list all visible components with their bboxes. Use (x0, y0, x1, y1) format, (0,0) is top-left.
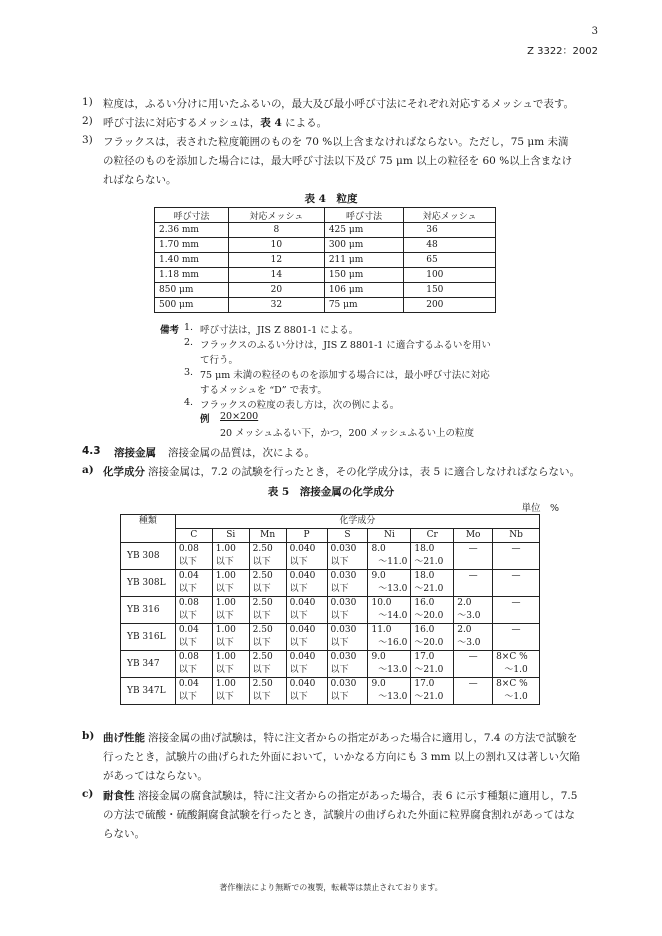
value-cell: ～1.0 (493, 691, 540, 705)
value-cell: ～11.0 (368, 556, 411, 570)
value-cell (493, 556, 540, 570)
copyright-footer: 著作権法により無断での複製，転載等は禁止されております。 (219, 883, 443, 892)
value-cell: — (454, 651, 493, 665)
table-cell: 106 μm (324, 283, 403, 298)
value-cell: 1.00 (212, 543, 249, 557)
item-b-line2: 行ったとき，試験片の曲げられた外面において，いかなる方向にも 3 mm 以上の割れ又は著しい欠陥 (103, 751, 580, 763)
element-header: P (286, 529, 327, 543)
remark-3-line1: 75 μm 未満の粒径のものを添加する場合には，最小呼び寸法に対応 (200, 370, 490, 381)
value-cell: 以下 (249, 556, 286, 570)
value-cell: 0.040 (286, 597, 327, 611)
table-row (155, 268, 496, 283)
value-cell: ～20.0 (411, 637, 454, 651)
element-header: Cr (411, 529, 454, 543)
value-cell: 以下 (286, 583, 327, 597)
table5-header-row (121, 515, 540, 529)
value-cell: — (454, 543, 493, 557)
grade-cell: YB 308 (121, 543, 176, 570)
page-number: 3 (591, 26, 598, 37)
value-cell: 17.0 (411, 678, 454, 692)
value-cell: 以下 (249, 691, 286, 705)
value-cell: 以下 (286, 556, 327, 570)
remark-3-line2: するメッシュを “D” で表す。 (200, 385, 327, 396)
value-cell: — (454, 678, 493, 692)
table-row (155, 253, 496, 268)
table-row (121, 597, 540, 611)
value-cell (454, 556, 493, 570)
value-cell: 2.50 (249, 597, 286, 611)
table-row (121, 664, 540, 678)
value-cell: 1.00 (212, 570, 249, 584)
table5-composition-header: 化学成分 (175, 515, 539, 529)
table4-title: 表 4 粒度 (304, 193, 358, 205)
value-cell: 以下 (286, 610, 327, 624)
example-label: 例 (200, 414, 210, 425)
item-c-line1: 溶接金属の腐食試験は，特に注文者からの指定があった場合，表 6 に示す種類に適用し，7.5 (138, 790, 578, 802)
example-value: 20×200 (220, 411, 259, 422)
value-cell: 以下 (175, 610, 212, 624)
remark-1-num: 1. (184, 322, 194, 333)
value-cell: 以下 (175, 583, 212, 597)
value-cell: 2.50 (249, 651, 286, 665)
table5-element-row (121, 529, 540, 543)
grade-cell: YB 347 (121, 651, 176, 678)
value-cell: 9.0 (368, 570, 411, 584)
value-cell: 17.0 (411, 651, 454, 665)
example-description: 20 メッシュふるい下，かつ，200 メッシュふるい上の粒度 (220, 428, 475, 439)
value-cell: 1.00 (212, 678, 249, 692)
table-row (155, 238, 496, 253)
table4-header: 呼び寸法 (324, 208, 403, 223)
table4-header: 呼び寸法 (155, 208, 229, 223)
value-cell: 以下 (249, 610, 286, 624)
table-cell: 12 (228, 253, 324, 268)
value-cell: 1.00 (212, 597, 249, 611)
grade-cell: YB 308L (121, 570, 176, 597)
value-cell: 0.030 (327, 651, 368, 665)
item-a-title: 化学成分 (103, 466, 145, 478)
table-row (155, 223, 496, 238)
table5 (120, 514, 540, 705)
value-cell: 0.030 (327, 678, 368, 692)
remark-4-line1: フラックスの粒度の表し方は，次の例による。 (200, 400, 400, 411)
table-cell: 75 μm (324, 298, 403, 313)
table-row (121, 651, 540, 665)
value-cell: — (493, 570, 540, 584)
value-cell: 以下 (212, 556, 249, 570)
item-b-title: 曲げ性能 (103, 732, 145, 744)
value-cell: 0.04 (175, 570, 212, 584)
grade-cell: YB 316L (121, 624, 176, 651)
value-cell: 1.00 (212, 651, 249, 665)
table4-ref: 表 4 (260, 117, 282, 129)
value-cell: ～3.0 (454, 637, 493, 651)
value-cell: 以下 (327, 556, 368, 570)
table-row (155, 283, 496, 298)
value-cell (454, 583, 493, 597)
item-c-line3: らない。 (103, 828, 145, 840)
value-cell: 以下 (175, 556, 212, 570)
item-c-title: 耐食性 (103, 790, 135, 802)
table-cell: 211 μm (324, 253, 403, 268)
value-cell: 10.0 (368, 597, 411, 611)
value-cell: 以下 (175, 691, 212, 705)
remarks-label (160, 322, 179, 336)
section-title: 溶接金属 (114, 447, 156, 459)
value-cell: 18.0 (411, 543, 454, 557)
value-cell: ～3.0 (454, 610, 493, 624)
value-cell: 以下 (327, 610, 368, 624)
value-cell: 16.0 (411, 597, 454, 611)
value-cell: — (493, 543, 540, 557)
note-2-text (103, 115, 327, 130)
table-row (121, 583, 540, 597)
value-cell: 0.08 (175, 543, 212, 557)
value-cell: 0.040 (286, 678, 327, 692)
value-cell: 以下 (286, 691, 327, 705)
table-cell: 425 μm (324, 223, 403, 238)
value-cell: ～21.0 (411, 583, 454, 597)
table-row (155, 298, 496, 313)
value-cell (493, 583, 540, 597)
table-row (121, 556, 540, 570)
element-header: Ni (368, 529, 411, 543)
value-cell: 0.040 (286, 624, 327, 638)
value-cell: ～13.0 (368, 691, 411, 705)
value-cell: 0.030 (327, 597, 368, 611)
table-cell: 2.36 mm (155, 223, 229, 238)
table4-header-row (155, 208, 496, 223)
table-row (121, 624, 540, 638)
remark-3-num: 3. (184, 367, 194, 378)
value-cell: 0.040 (286, 543, 327, 557)
value-cell: 0.04 (175, 678, 212, 692)
table5-title: 表 5 溶接金属の化学成分 (267, 486, 395, 498)
value-cell: ～21.0 (411, 556, 454, 570)
note-1 (82, 96, 93, 108)
value-cell: ～13.0 (368, 664, 411, 678)
standard-number: Z 3322：2002 (527, 46, 598, 57)
note-number: 1) (82, 96, 93, 108)
remark-2-num: 2. (184, 337, 194, 348)
section-text: 溶接金属の品質は，次による。 (168, 447, 315, 459)
note-3-number: 3) (82, 134, 93, 146)
value-cell: 18.0 (411, 570, 454, 584)
table5-grade-header: 種類 (121, 515, 176, 543)
value-cell: ～14.0 (368, 610, 411, 624)
table4-header: 対応メッシュ (404, 208, 496, 223)
value-cell: 以下 (286, 637, 327, 651)
table-row (121, 610, 540, 624)
value-cell: 0.030 (327, 543, 368, 557)
item-b-line1: 溶接金属の曲げ試験は，特に注文者からの指定があった場合に適用し，7.4 の方法で試験を (148, 732, 578, 744)
table-cell: 850 μm (155, 283, 229, 298)
note-1-text: 粒度は，ふるい分けに用いたふるいの，最大及び最小呼び寸法にそれぞれ対応するメッシュで表す。 (103, 98, 575, 110)
value-cell: ～21.0 (411, 664, 454, 678)
value-cell (493, 637, 540, 651)
item-a-text: 溶接金属は，7.2 の試験を行ったとき，その化学成分は，表 5 に適合しなければならない。 (148, 466, 580, 478)
value-cell: ～1.0 (493, 664, 540, 678)
value-cell: 2.50 (249, 543, 286, 557)
table-cell: 14 (228, 268, 324, 283)
table-row (121, 678, 540, 692)
section-number: 4.3 (82, 445, 101, 457)
table-cell: 300 μm (324, 238, 403, 253)
value-cell: 以下 (286, 664, 327, 678)
grade-cell: YB 347L (121, 678, 176, 705)
value-cell: 以下 (327, 637, 368, 651)
value-cell: 2.50 (249, 678, 286, 692)
table4-header: 対応メッシュ (228, 208, 324, 223)
table-cell: 1.40 mm (155, 253, 229, 268)
value-cell: 以下 (175, 664, 212, 678)
value-cell: 1.00 (212, 624, 249, 638)
value-cell: 9.0 (368, 678, 411, 692)
table-cell: 10 (228, 238, 324, 253)
table-cell: 1.18 mm (155, 268, 229, 283)
value-cell: 以下 (212, 637, 249, 651)
value-cell: 0.08 (175, 651, 212, 665)
value-cell: 8.0 (368, 543, 411, 557)
remark-1-text: 呼び寸法は，JIS Z 8801-1 による。 (200, 325, 359, 336)
value-cell: 9.0 (368, 651, 411, 665)
item-c-line2: の方法で硫酸・硫酸銅腐食試験を行ったとき，試験片の曲げられた外面に粒界腐食割れがあってはな (103, 809, 575, 821)
note-2-text-a: 呼び寸法に対応するメッシュは， (103, 117, 261, 129)
element-header: Mn (249, 529, 286, 543)
table-cell: 500 μm (155, 298, 229, 313)
value-cell: — (493, 597, 540, 611)
value-cell: 0.030 (327, 570, 368, 584)
item-c-label: c) (82, 788, 94, 800)
table-row (121, 637, 540, 651)
table-cell: 150 μm (324, 268, 403, 283)
note-3-line3: ればならない。 (103, 174, 177, 186)
grade-cell: YB 316 (121, 597, 176, 624)
value-cell: 以下 (212, 583, 249, 597)
table-cell: 150 (404, 283, 496, 298)
note-3-line2: の粒径のものを添加した場合には，最大呼び寸法以下及び 75 μm 以上の粒径を 60 %以上含まなけ (103, 155, 573, 167)
value-cell: ～16.0 (368, 637, 411, 651)
value-cell: — (454, 570, 493, 584)
table-row (121, 570, 540, 584)
value-cell: 2.50 (249, 570, 286, 584)
value-cell: 以下 (327, 691, 368, 705)
table-row (121, 691, 540, 705)
remark-2-line1: フラックスのふるい分けは，JIS Z 8801-1 に適合するふるいを用い (200, 340, 491, 351)
value-cell: 2.50 (249, 624, 286, 638)
value-cell: 以下 (175, 637, 212, 651)
value-cell: 16.0 (411, 624, 454, 638)
value-cell: 0.04 (175, 624, 212, 638)
element-header: C (175, 529, 212, 543)
element-header: Nb (493, 529, 540, 543)
value-cell: 0.030 (327, 624, 368, 638)
table4 (154, 207, 496, 313)
value-cell: 8×C % (493, 678, 540, 692)
table-cell: 1.70 mm (155, 238, 229, 253)
value-cell: ～21.0 (411, 691, 454, 705)
table-cell: 32 (228, 298, 324, 313)
table-row (121, 543, 540, 557)
value-cell: — (493, 624, 540, 638)
element-header: S (327, 529, 368, 543)
remark-4-num: 4. (184, 397, 194, 408)
value-cell: 以下 (212, 691, 249, 705)
value-cell: 2.0 (454, 597, 493, 611)
item-b-line3: があってはならない。 (103, 770, 208, 782)
table-cell: 200 (404, 298, 496, 313)
value-cell (454, 691, 493, 705)
table-cell: 48 (404, 238, 496, 253)
table5-unit: 単位 % (521, 503, 559, 514)
remark-2-line2: て行う。 (200, 355, 239, 366)
value-cell: 以下 (249, 637, 286, 651)
value-cell: 以下 (212, 610, 249, 624)
value-cell: ～13.0 (368, 583, 411, 597)
value-cell: 2.0 (454, 624, 493, 638)
table-cell: 36 (404, 223, 496, 238)
value-cell: 8×C % (493, 651, 540, 665)
element-header: Mo (454, 529, 493, 543)
element-header: Si (212, 529, 249, 543)
value-cell: 以下 (249, 583, 286, 597)
item-a-label: a) (82, 464, 94, 476)
note-2-number: 2) (82, 115, 93, 127)
item-b-label: b) (82, 730, 95, 742)
value-cell: 以下 (212, 664, 249, 678)
note-3-line1: フラックスは，表された粒度範囲のものを 70 %以上含まなければならない。ただし，75 μm 未満 (103, 136, 569, 148)
value-cell: 以下 (249, 664, 286, 678)
note-2-text-c: による。 (281, 117, 328, 129)
table-cell: 100 (404, 268, 496, 283)
value-cell (493, 610, 540, 624)
value-cell: 0.040 (286, 570, 327, 584)
table-cell: 20 (228, 283, 324, 298)
value-cell: ～20.0 (411, 610, 454, 624)
value-cell: 以下 (327, 664, 368, 678)
remarks-title: 備考 (160, 325, 180, 336)
table-cell: 8 (228, 223, 324, 238)
value-cell: 0.040 (286, 651, 327, 665)
value-cell: 以下 (327, 583, 368, 597)
value-cell: 11.0 (368, 624, 411, 638)
value-cell (454, 664, 493, 678)
table-cell: 65 (404, 253, 496, 268)
value-cell: 0.08 (175, 597, 212, 611)
